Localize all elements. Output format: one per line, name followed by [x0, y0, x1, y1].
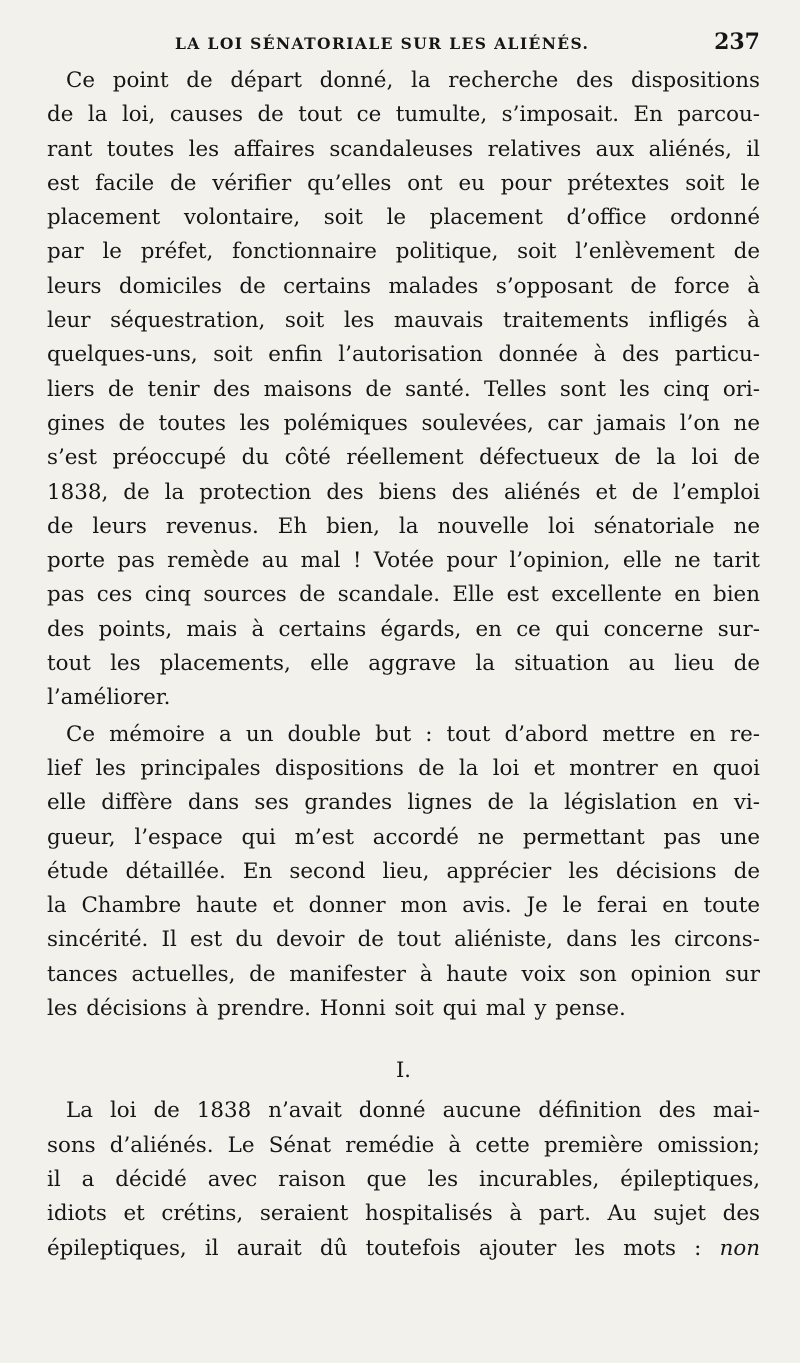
text-line: leurs domiciles de certains malades s’opposant de force à	[47, 273, 760, 299]
section-heading: I.	[396, 1058, 411, 1083]
text-line: elle diffère dans ses grandes lignes de la législation en vi-	[47, 790, 760, 816]
text-line: gueur, l’espace qui m’est accordé ne permettant pas une	[47, 824, 760, 850]
page-header	[47, 0, 760, 64]
text-line: de la loi, causes de tout ce tumulte, s’imposait. En parcou-	[47, 102, 760, 128]
text-line: la Chambre haute et donner mon avis. Je le ferai en toute	[47, 893, 760, 919]
text-line: La loi de 1838 n’avait donné aucune définition des mai-	[66, 1098, 760, 1124]
text-line: il a décidé avec raison que les incurables, épileptiques,	[47, 1166, 760, 1192]
text-line: gines de toutes les polémiques soulevées, car jamais l’on ne	[47, 410, 760, 436]
paragraph-2	[47, 718, 760, 1027]
text-line: Ce point de départ donné, la recherche des dispositions	[66, 68, 760, 93]
text-line: liers de tenir des maisons de santé. Telles sont les cinq ori-	[47, 376, 760, 402]
body-text	[47, 64, 760, 1266]
text-line: l’améliorer.	[47, 685, 171, 711]
text-line: par le préfet, fonctionnaire politique, soit l’enlèvement de	[47, 239, 760, 265]
text-line: s’est préoccupé du côté réellement défectueux de la loi de	[47, 445, 760, 471]
text-line: est facile de vérifier qu’elles ont eu pour prétextes soit le	[47, 170, 760, 196]
text-line: lief les principales dispositions de la loi et montrer en quoi	[47, 755, 760, 781]
running-title: LA LOI SÉNATORIALE SUR LES ALIÉNÉS.	[175, 34, 590, 53]
text-line: tout les placements, elle aggrave la situation au lieu de	[47, 651, 760, 677]
paragraph-3	[47, 1094, 760, 1265]
text-line: leur séquestration, soit les mauvais traitements infligés à	[47, 308, 760, 334]
text-line: rant toutes les affaires scandaleuses relatives aux aliénés, il	[47, 136, 760, 162]
text-line: pas ces cinq sources de scandale. Elle est excellente en bien	[47, 582, 760, 608]
text-line: de leurs revenus. Eh bien, la nouvelle loi sénatoriale ne	[47, 513, 760, 539]
text-line: quelques-uns, soit enfin l’autorisation donnée à des particu-	[47, 342, 760, 368]
text-line: idiots et crétins, seraient hospitalisés à part. Au sujet des	[47, 1201, 760, 1227]
text-line: sons d’aliénés. Le Sénat remédie à cette première omission;	[47, 1132, 760, 1158]
text-line-start: épileptiques, il aurait dû toutefois ajouter les mots :	[47, 1235, 702, 1261]
text-line: Ce mémoire a un double but : tout d’abord mettre en re-	[66, 721, 760, 747]
page-number: 237	[714, 29, 760, 55]
paragraph-1	[47, 64, 760, 716]
text-line: sincérité. Il est du devoir de tout aliéniste, dans les circons-	[47, 927, 760, 953]
text-line: des points, mais à certains égards, en ce qui concerne sur-	[47, 616, 760, 642]
text-line: placement volontaire, soit le placement d’office ordonné	[47, 205, 760, 231]
text-line-final	[47, 1232, 760, 1266]
text-line: les décisions à prendre. Honni soit qui mal y pense.	[47, 996, 626, 1022]
text-line: tances actuelles, de manifester à haute voix son opinion sur	[47, 961, 760, 987]
text-line: 1838, de la protection des biens des aliénés et de l’emploi	[47, 479, 760, 505]
text-line: étude détaillée. En second lieu, apprécier les décisions de	[47, 858, 760, 884]
italic-word: non	[719, 1235, 760, 1261]
text-line: porte pas remède au mal ! Votée pour l’opinion, elle ne tarit	[47, 548, 760, 574]
